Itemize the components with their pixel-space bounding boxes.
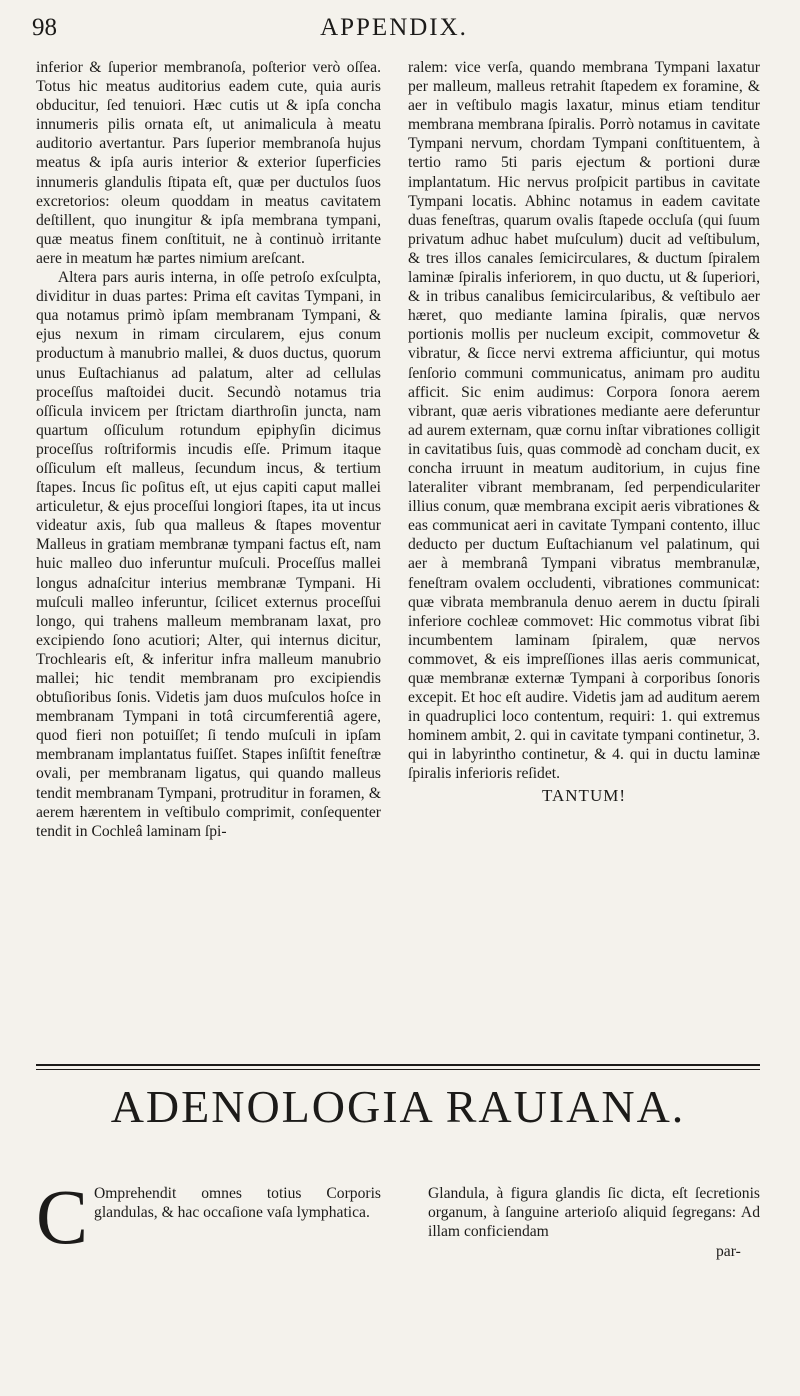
left-paragraph-2: Altera pars auris interna, in oſſe petroſo exſculpta, dividitur in duas partes: Prima eſt cavitas Tympani, in qua notamus primò ipſam membranam Tympani, & ejus nexum in rimam circularem, ejus conum productum à manubrio mallei, & duos ductus, quorum unus Euſtachianus ad palatum, alter ad cellulas proceſſus maſtoidei ducit. Secundò notamus tria oſſicula invicem per ſtrictam diarthroſin juncta, nam quartum oſſiculum rotundum epiphyſin dicimus proceſſus roſtriformis incudis eſſe. Primum itaque oſſiculum eſt malleus, ſecundum incus, & tertium ſtapes. Incus ſic poſitus eſt, ut ejus capiti caput mallei articuletur, & ejus proceſſui longiori ſtapes, ita ut incus videatur axis, ſub qua malleus & ſtapes moventur Malleus in gratiam membranæ tympani factus eſt, nam huic malleo duo inferuntur muſculi. Proceſſus mallei longus adnaſcitur interius membranæ Tympani. Hi muſculi malleo inferuntur, ſcilicet externus proceſſui longo, qui trahens malleum membranam laxat, pro excipiendo ſono acutiori; Alter, qui internus dicitur, Trochlearis eſt, & inferitur infra malleum manubrio mallei; hic tendit membranam pro excipiendis obtuſioribus ſonis. Videtis jam duos muſculos hoſce in membranam Tympani in totâ circumferentiâ agere, quod fieri non potuiſſet; ſi tendo muſculi in ipſam membranam implantatus fuiſſet. Stapes inſiſtit feneſtræ ovali, per membranam ligatus, qui quando malleus tendit membranam Tympani, protruditur in foramen, & aerem hærentem in veſtibulo comprimit, conſequenter tendit in Cochleâ laminam ſpi- [36, 269, 381, 840]
running-head: APPENDIX. [320, 14, 468, 41]
drop-cap: C [36, 1173, 89, 1260]
section-title: ADENOLOGIA RAUIANA. [110, 1081, 686, 1132]
section-right-column [428, 1184, 760, 1241]
section-divider-thin [36, 1069, 760, 1070]
section-divider-thick [36, 1064, 760, 1066]
catchword: par- [716, 1243, 741, 1260]
left-paragraph-1: inferior & ſuperior membranoſa, poſterior verò oſſea. Totus hic meatus auditorius eadem cute, quia auris obducitur, ſed tenuiori. Hæc cutis ut & ipſa concha innumeris pilis ornata eſt, ut animalicula à meatu auditorio avertantur. Pars ſuperior membranoſa hujus meatus & ipſa auris interior & exterior ſuperficies innumeris glandulis ſtipata eſt, quæ per ductulos ſuos excretorios: oleum quoddam in meatus cavitatem deſtillent, quo inungitur & ipſa membrana tympani, quæ meatus finem conſtituit, ne à continuò irritante aere in meatum hæ partes nimium areſcant. [36, 59, 381, 267]
section-left-text: Omprehendit omnes totius Corporis glandulas, & hac occaſione vaſa lymphatica. [94, 1185, 381, 1222]
page-number: 98 [32, 14, 57, 41]
left-column [36, 58, 381, 841]
right-paragraph-1: ralem: vice verſa, quando membrana Tympani laxatur per malleum, malleus retrahit ſtapedem ex foramine, & aer in veſtibulo magis laxatur, minus etiam tenditur membrana membrana ſpiralis. Porrò notamus in cavitate Tympani nervum, chordam Tympani conſtituentem, à tertio ramo 5ti paris ejectum & portioni duræ implantatum. Hic nervus proſpicit partibus in cavitate Tympani locatis. Abhinc notamus in eadem cavitate duas feneſtras, quarum ovalis ſtapede occluſa (qui ſuum privatum adhuc habet muſculum) ducit ad veſtibulum, & tres illos canales ſemicirculares, & ductum ſpiralem laminæ ſpiralis inferiorem, in quo ductu, ut & ſuperiori, & in tribus canalibus ſemicircularibus, & veſtibulo aer hæret, quo mediante lamina ſpiralis, quæ nervos portionis mollis per nucleum excipit, commovetur & vibratur, & ſicce nervi extrema afficiuntur, qui motus ſenſorio communi communicatus, animam pro auditu afficit. Sic enim audimus: Corpora ſonora aerem vibrant, quæ aeris vibrationes mediante aere deferuntur ad aurem externam, quæ cornu inſtar vibrationes colligit in cavitatibus ſuis, quas commodè ad concham ducit, ex concha irruunt in meatum auditorium, in cujus fine lateraliter vibrant membranam, ſed perpendiculariter illius conum, quæ membrana excipit aeris vibrationes & eas communicat aeri in cavitate Tympani contento, illuc deducto per ductum Euſtachianum vel palatinum, qui aer à membranâ Tympani vibratus membranulæ, feneſtram ovalem occludenti, vibrationes communicat: quæ vibrata membranula denuo aerem in ductu ſpirali inferiore cochleæ commovet: Hic commotus vibrat ſibi incumbentem laminam ſpiralem, quæ nervos commovet, & eis impreſſiones illas aeris communicat, quæ membranæ externæ Tympani à corporibus ſonoris excepit. Et hoc eſt audire. Videtis jam ad auditum aerem in quadruplici loco contentum, requiri: 1. qui extremus hominem ambit, 2. qui in cavitate tympani continetur, 3. qui in labyrintho continetur, & 4. qui in ductu laminæ ſpiralis inferioris reſidet. [408, 59, 760, 783]
page-header [28, 14, 760, 50]
right-column [408, 58, 760, 805]
section-right-text: Glandula, à figura glandis ſic dicta, eſt ſecretionis organum, à ſanguine arterioſo aliquid ſegregans: Ad illam conficiendam [428, 1185, 760, 1241]
finis-text: TANTUM! [541, 785, 626, 805]
section-left-column [36, 1173, 381, 1260]
